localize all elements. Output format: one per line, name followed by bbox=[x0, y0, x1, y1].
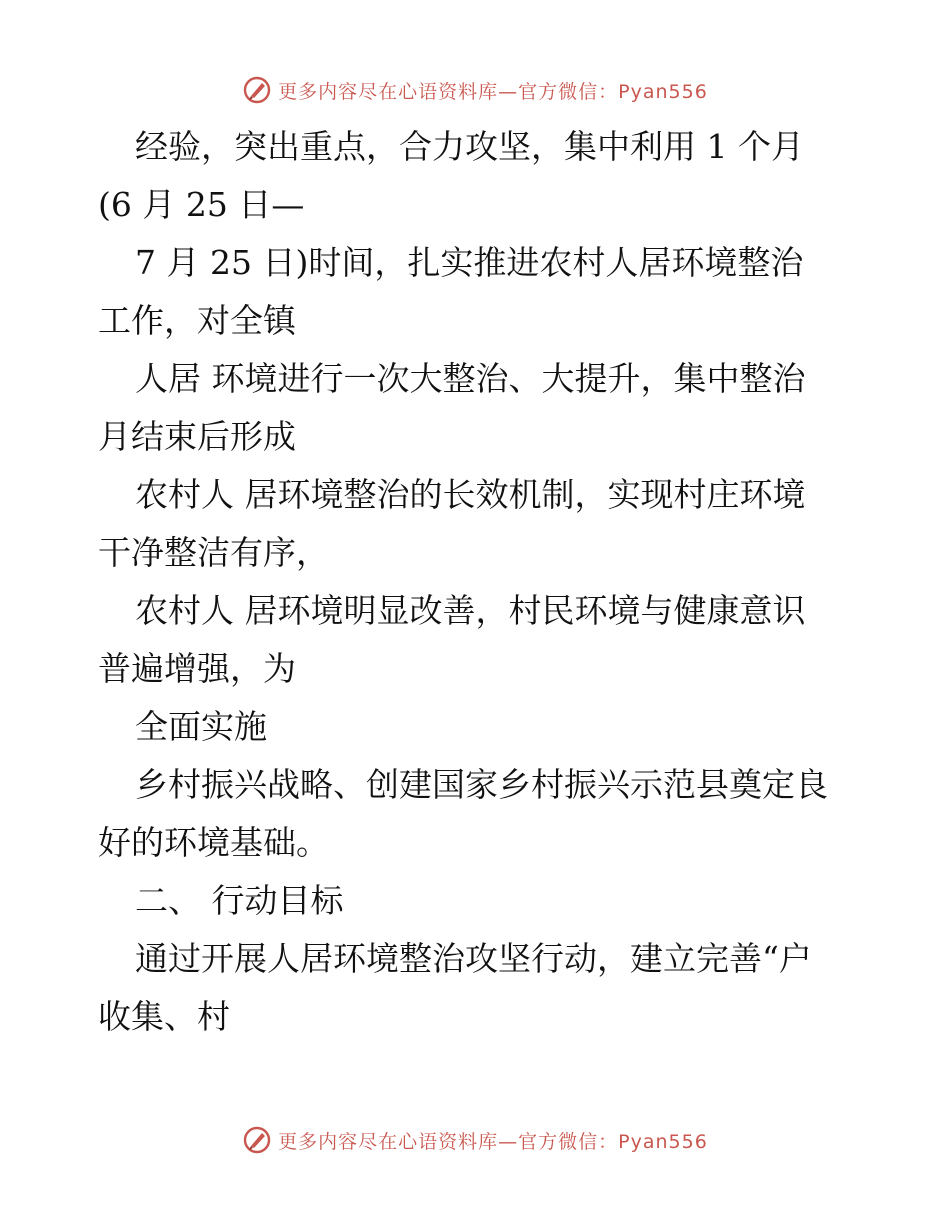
paragraph-line: (6 月 25 日— bbox=[98, 185, 305, 224]
paragraph-line: 干净整洁有序， bbox=[98, 533, 329, 572]
paragraph-line: 7 月 25 日)时间，扎实推进农村人居环境整治 bbox=[135, 243, 804, 282]
feather-pen-logo-icon bbox=[242, 1125, 272, 1155]
feather-pen-logo-icon bbox=[242, 75, 272, 105]
paragraph-line: 乡村振兴战略、创建国家乡村振兴示范县奠定良 bbox=[135, 765, 828, 804]
document-body bbox=[98, 118, 858, 1046]
header-banner-text: 更多内容尽在心语资料库—官方微信：Pyan556 bbox=[278, 80, 708, 103]
paragraph-line: 全面实施 bbox=[135, 707, 267, 746]
header-banner bbox=[0, 70, 950, 110]
paragraph-line: 农村人 居环境明显改善，村民环境与健康意识 bbox=[135, 591, 806, 630]
paragraph-line: 工作，对全镇 bbox=[98, 301, 296, 340]
paragraph-line: 农村人 居环境整治的长效机制，实现村庄环境 bbox=[135, 475, 806, 514]
section-heading: 二、 行动目标 bbox=[135, 881, 344, 920]
paragraph-line: 收集、村 bbox=[98, 997, 230, 1036]
paragraph-line: 好的环境基础。 bbox=[98, 823, 329, 862]
paragraph-line: 通过开展人居环境整治攻坚行动，建立完善“户 bbox=[135, 939, 812, 978]
paragraph-line: 普遍增强，为 bbox=[98, 649, 296, 688]
footer-banner bbox=[0, 1120, 950, 1160]
footer-banner-text: 更多内容尽在心语资料库—官方微信：Pyan556 bbox=[278, 1130, 708, 1153]
paragraph-line: 月结束后形成 bbox=[98, 417, 296, 456]
paragraph-line: 人居 环境进行一次大整治、大提升，集中整治 bbox=[135, 359, 806, 398]
paragraph-line: 经验，突出重点，合力攻坚，集中利用 1 个月 bbox=[135, 127, 804, 166]
